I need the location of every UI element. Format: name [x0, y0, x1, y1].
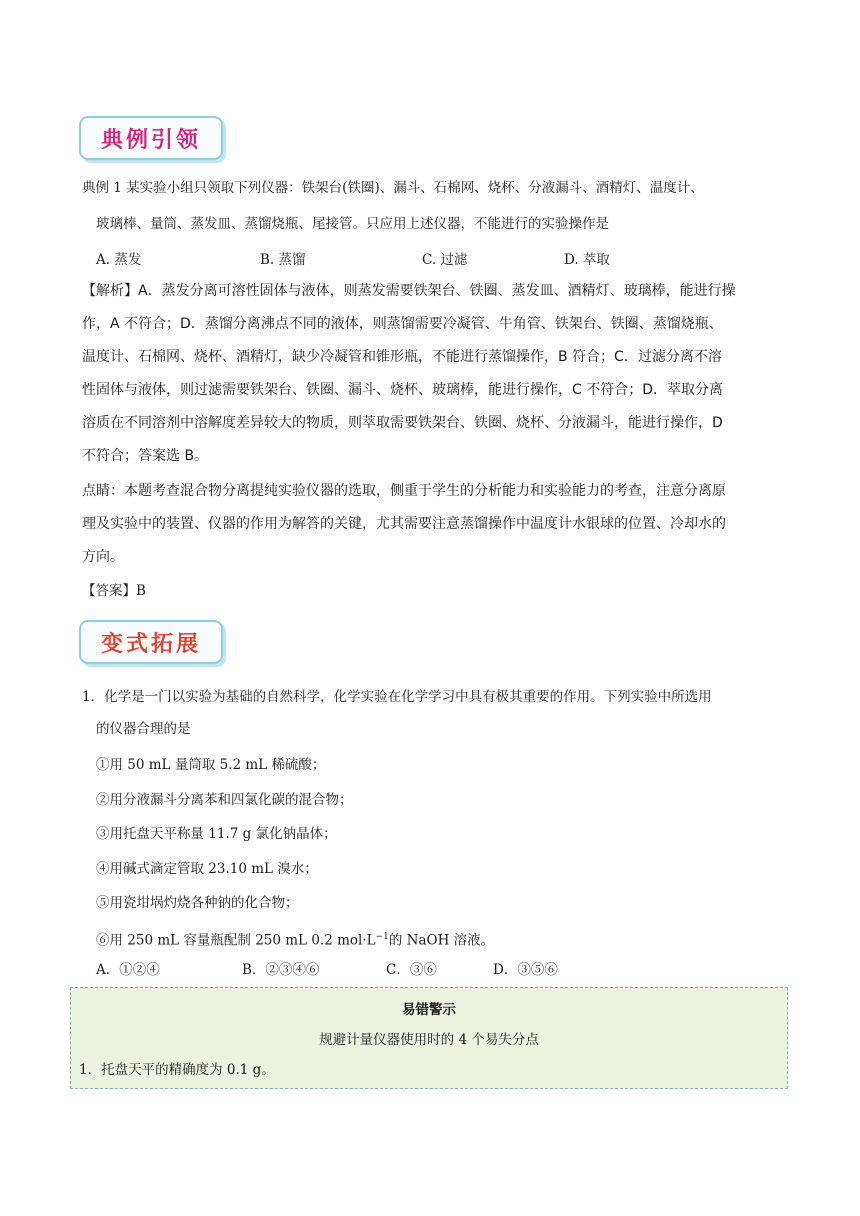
exercise-question-line: 的仪器合理的是 [96, 721, 191, 737]
tip-line: 方向。 [82, 549, 124, 565]
option-b: B．②③④⑥ [242, 962, 320, 978]
answer-line: 【答案】B [82, 583, 146, 599]
analysis-line: 性固体与液体，则过滤需要铁架台、铁圈、漏斗、烧杯、玻璃棒，能进行操作，C 不符合；D．萃取分离 [82, 382, 724, 398]
exercise-item: ②用分液漏斗分离苯和四氯化碳的混合物； [96, 792, 353, 808]
section-banner-extension [79, 620, 223, 664]
analysis-line: 不符合；答案选 B。 [82, 448, 209, 464]
section-banner-example [79, 116, 223, 160]
exercise-item: ④用碱式滴定管取 23.10 mL 溴水； [96, 861, 318, 877]
warning-subtitle: 规避计量仪器使用时的 4 个易失分点 [319, 1032, 539, 1048]
analysis-line: 作，A 不符合；D．蒸馏分离沸点不同的液体，则蒸馏需要冷凝管、牛角管、铁架台、铁圈、蒸馏烧瓶、 [82, 316, 723, 332]
exercise-item: ⑤用瓷坩埚灼烧各种钠的化合物； [96, 895, 299, 911]
section-title: 变式拓展 [100, 630, 201, 657]
option-c: C. 过滤 [422, 252, 468, 268]
analysis-line: 【解析】A．蒸发分离可溶性固体与液体，则蒸发需要铁架台、铁圈、蒸发皿、酒精灯、玻璃棒，能进行操 [82, 283, 736, 299]
example-question-line: 典例 1 某实验小组只领取下列仪器：铁架台(铁圈)、漏斗、石棉网、烧杯、分液漏斗、酒精灯、温度计、 [82, 180, 704, 196]
section-title: 典例引领 [100, 126, 201, 153]
option-c: C．③⑥ [386, 962, 437, 978]
warning-box [70, 987, 788, 1089]
unit-superscript: −1 [375, 932, 389, 942]
item-text: 的 NaOH 溶液。 [388, 932, 495, 949]
item-text: ⑥用 250 mL 容量瓶配制 250 mL 0.2 mol·L [96, 932, 376, 949]
exercise-item: ①用 50 mL 量筒取 5.2 mL 稀硫酸； [96, 757, 326, 773]
exercise-item [96, 926, 800, 952]
analysis-line: 温度计、石棉网、烧杯、酒精灯，缺少冷凝管和锥形瓶，不能进行蒸馏操作，B 符合；C．过滤分离不溶 [82, 349, 722, 365]
tip-line: 点睛：本题考查混合物分离提纯实验仪器的选取，侧重于学生的分析能力和实验能力的考查，注意分离原 [82, 483, 726, 499]
option-a: A. 蒸发 [96, 252, 142, 268]
tip-line: 理及实验中的装置、仪器的作用为解答的关键，尤其需要注意蒸馏操作中温度计水银球的位置、冷却水的 [82, 516, 726, 532]
option-a: A．①②④ [96, 962, 160, 978]
analysis-line: 溶质在不同溶剂中溶解度差异较大的物质，则萃取需要铁架台、铁圈、烧杯、分液漏斗，能进行操作，D [82, 415, 723, 431]
warning-item: 1．托盘天平的精确度为 0.1 g。 [79, 1062, 275, 1078]
option-d: D. 萃取 [564, 252, 610, 268]
option-d: D．③⑤⑥ [493, 962, 558, 978]
exercise-item: ③用托盘天平称量 11.7 g 氯化钠晶体； [96, 826, 337, 842]
option-b: B. 蒸馏 [260, 252, 306, 268]
warning-title: 易错警示 [402, 1002, 456, 1018]
exercise-question-line: 1．化学是一门以实验为基础的自然科学，化学实验在化学学习中具有极其重要的作用。下列实验中所选用 [82, 689, 712, 705]
example-question-line: 玻璃棒、量筒、蒸发皿、蒸馏烧瓶、尾接管。只应用上述仪器，不能进行的实验操作是 [96, 216, 609, 232]
